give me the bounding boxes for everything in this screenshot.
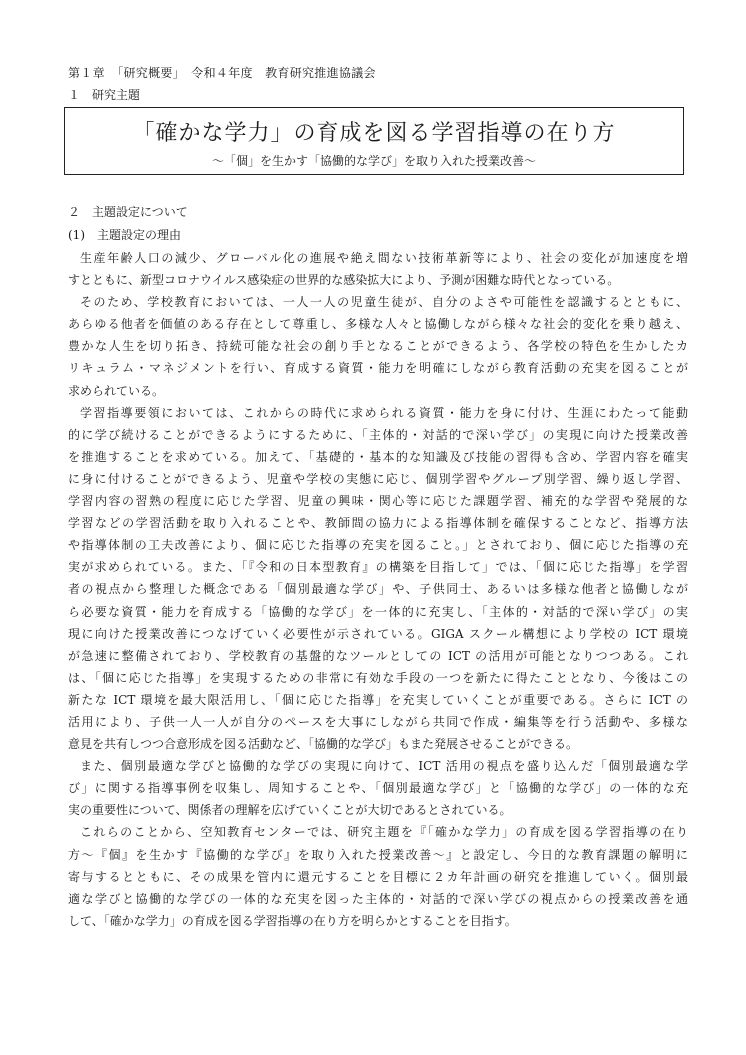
paragraph-line: に身に付けることができるよう、児童や学校の実態に応じ、個別学習やグループ別学習、繰り返し学習、 <box>68 471 688 486</box>
paragraph-line: 実の重要性について、関係者の理解を広げていくことが大切であるとされている。 <box>68 803 512 818</box>
paragraph-line: 生産年齢人口の減少、グローバル化の進展や絶え間ない技術革新等により、社会の変化が加速度を増 <box>80 251 688 265</box>
paragraph-line: ら必要な資質・能力を育成する「協働的な学び」を一体的に充実し、「主体的・対話的で深い学び」の実 <box>68 604 688 619</box>
paragraph-line: これらのことから、空知教育センターでは、研究主題を『「確かな学力」の育成を図る学習指導の在り <box>80 825 688 840</box>
subsection-heading-reason: (1) 主題設定の理由 <box>68 228 181 242</box>
paragraph-line: すとともに、新型コロナウイルス感染症の世界的な感染拡大により、予測が困難な時代となっている。 <box>68 273 620 288</box>
paragraph-line: 求められている。 <box>68 383 165 398</box>
paragraph-line: や指導体制の工夫改善により、個に応じた指導の充実を図ること。」とされており、個に応じた指導の充 <box>68 538 688 553</box>
paragraph-line: 寄与するとともに、その成果を管内に還元することを目標に２カ年計画の研究を推進していく。個別最 <box>68 869 688 884</box>
paragraph-line: 的に学び続けることができるようにするために、「主体的・対話的で深い学び」の実現に向けた授業改善 <box>68 427 688 442</box>
paragraph-line: 実が求められている。また、「『令和の日本型教育』の構築を目指して」では、「個に応じた指導」を学習 <box>68 560 688 575</box>
paragraph-line: び」に関する指導事例を収集し、周知することや、「個別最適な学び」と「協働的な学び」の一体的な充 <box>68 781 688 796</box>
title-box <box>64 107 684 175</box>
paragraph-line: あらゆる他者を価値のある存在として尊重し、多様な人々と協働しながら様々な社会的変化を乗り越え、 <box>68 317 688 332</box>
paragraph-line: 適な学びと協働的な学びの一体的な充実を図った主体的・対話的で深い学びの視点からの授業改善を通 <box>68 891 688 906</box>
paragraph-line: 活用により、子供一人一人が自分のペースを大事にしながら共同で作成・編集等を行う活動や、多様な <box>68 714 688 729</box>
paragraph-line: 意見を共有しつつ合意形成を図る活動など、「協働的な学び」もまた発展させることができる。 <box>68 737 579 752</box>
subtitle: 〜「個」を生かす「協働的な学び」を取り入れた授業改善〜 <box>211 154 536 168</box>
section-heading-theme-setting: ２ 主題設定について <box>68 205 188 219</box>
paragraph-line: 学習などの学習活動を取り入れることや、教師間の協力による指導体制を確保することなど、指導方法 <box>68 516 688 531</box>
main-title: 「確かな学力」の育成を図る学習指導の在り方 <box>132 121 616 146</box>
body-text <box>68 247 688 932</box>
paragraph-line: 者の視点から整理した概念である「個別最適な学び」や、子供同士、あるいは多様な他者と協働しなが <box>68 582 688 597</box>
paragraph-line: 学習内容の習熟の程度に応じた学習、児童の興味・関心等に応じた課題学習、補充的な学習や発展的な <box>68 494 688 509</box>
paragraph-line: 現に向けた授業改善につなげていく必要性が示されている。GIGA スクール構想により学校の ICT 環境 <box>68 626 688 641</box>
paragraph-line: そのため、学校教育においては、一人一人の児童生徒が、自分のよさや可能性を認識するとともに、 <box>80 295 688 310</box>
paragraph-line: 方〜『個』を生かす『協働的な学び』を取り入れた授業改善〜』と設定し、今日的な教育課題の解明に <box>68 847 688 862</box>
paragraph-line: 豊かな人生を切り拓き、持続可能な社会の創り手となることができるよう、各学校の特色を生かしたカ <box>68 339 688 354</box>
chapter-header: 第１章 「研究概要」 令和４年度 教育研究推進協議会 <box>68 66 376 80</box>
section-heading-research-theme: １ 研究主題 <box>68 88 141 102</box>
paragraph-line: を推進することを求めている。加えて、「基礎的・基本的な知識及び技能の習得も含め、学習内容を確実 <box>68 449 688 464</box>
paragraph-line: 新たな ICT 環境を最大限活用し、「個に応じた指導」を充実していくことが重要である。さらに ICT の <box>68 692 688 707</box>
paragraph-line: は、「個に応じた指導」を実現するための非常に有効な手段の一つを新たに得たこととなり、今後はこの <box>68 670 688 685</box>
paragraph-line: が急速に整備されており、学校教育の基盤的なツールとしての ICT の活用が可能となりつつある。これ <box>68 648 688 663</box>
paragraph-line: 学習指導要領においては、これからの時代に求められる資質・能力を身に付け、生涯にわたって能動 <box>80 405 688 420</box>
paragraph-line: して、「確かな学力」の育成を図る学習指導の在り方を明らかとすることを目指す。 <box>68 913 517 928</box>
paragraph-line: リキュラム・マネジメントを行い、育成する資質・能力を明確にしながら教育活動の充実を図ることが <box>68 361 688 376</box>
paragraph-line: また、個別最適な学びと協働的な学びの実現に向けて、ICT 活用の視点を盛り込んだ「個別最適な学 <box>80 759 688 774</box>
